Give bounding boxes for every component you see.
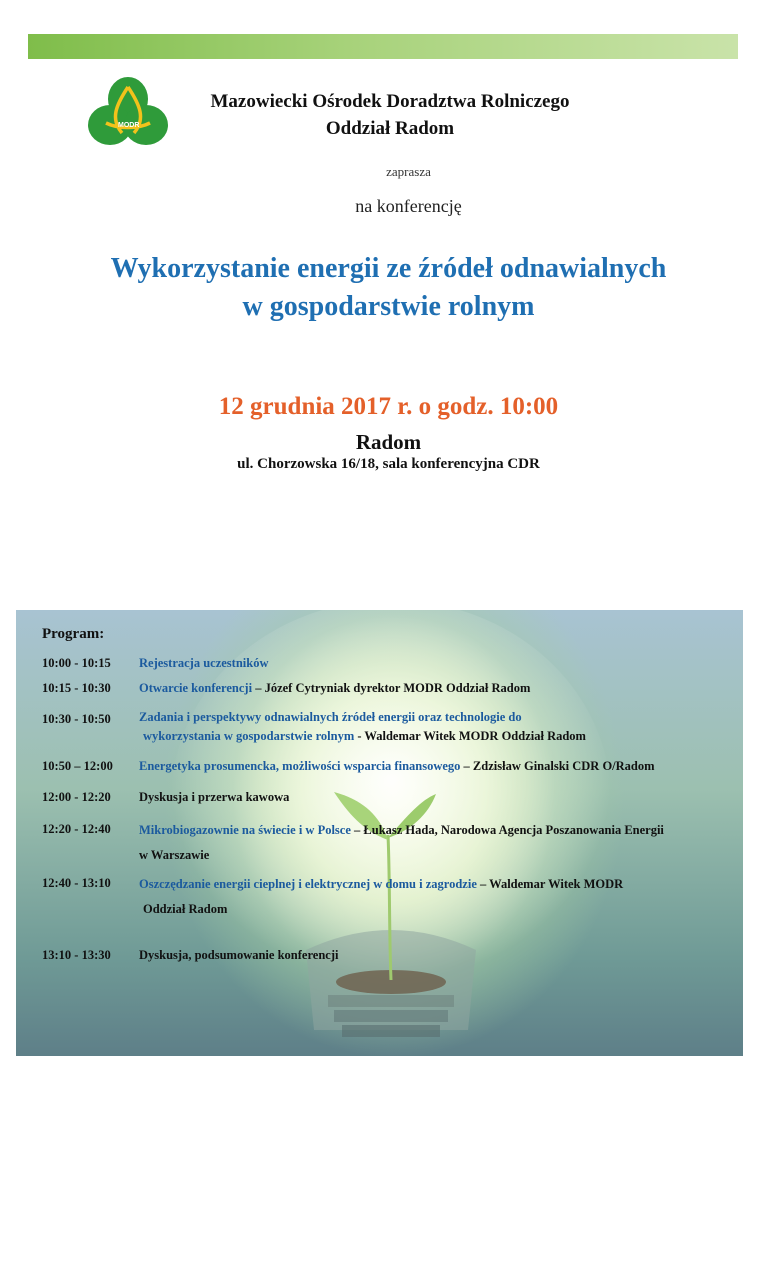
program-speaker: - Waldemar Witek MODR Oddział Radom <box>354 729 586 743</box>
program-speaker-continued: Oddział Radom <box>143 902 228 916</box>
event-address: ul. Chorzowska 16/18, sala konferencyjna CDR <box>237 456 540 472</box>
program-time: 10:50 – 12:00 <box>42 759 113 773</box>
program-speaker: Dyskusja, podsumowanie konferencji <box>139 948 339 962</box>
title-line2: w gospodarstwie rolnym <box>242 291 535 322</box>
program-time: 10:00 - 10:15 <box>42 656 111 670</box>
program-topic: Mikrobiogazownie na świecie i w Polsce <box>139 823 351 837</box>
program-topic: Energetyka prosumencka, możliwości wsparcia finansowego <box>139 759 461 773</box>
program-topic: Otwarcie konferencji <box>139 681 253 695</box>
program-time: 12:00 - 12:20 <box>42 790 111 804</box>
conference-intro: na konferencję <box>355 196 462 216</box>
program-topic: Oszczędzanie energii cieplnej i elektrycznej w domu i zagrodzie <box>139 877 477 891</box>
program-panel <box>16 610 743 1056</box>
top-decorative-bar <box>28 34 738 59</box>
program-speaker-continued: w Warszawie <box>139 848 210 862</box>
program-speaker: – Łukasz Hada, Narodowa Agencja Poszanowania Energii <box>350 823 664 837</box>
program-time: 10:15 - 10:30 <box>42 681 111 695</box>
program-time: 13:10 - 13:30 <box>42 948 111 962</box>
event-city: Radom <box>355 430 422 454</box>
invite-text: zaprasza <box>386 164 431 179</box>
program-time: 12:20 - 12:40 <box>42 822 111 836</box>
organization-name <box>160 88 620 142</box>
program-speaker: Dyskusja i przerwa kawowa <box>139 790 290 804</box>
logo-text: MODR <box>118 122 140 129</box>
program-time: 12:40 - 13:10 <box>42 876 111 890</box>
org-name-line1: Mazowiecki Ośrodek Doradztwa Rolniczego <box>210 91 570 112</box>
org-name-line2: Oddział Radom <box>325 118 455 139</box>
program-topic: Zadania i perspektywy odnawialnych źródeł energii oraz technologie do <box>139 710 522 724</box>
program-topic-continued: wykorzystania w gospodarstwie rolnym <box>143 729 355 743</box>
program-speaker: – Waldemar Witek MODR <box>476 877 624 891</box>
program-speaker: – Józef Cytryniak dyrektor MODR Oddział Radom <box>252 681 531 695</box>
program-speaker: – Zdzisław Ginalski CDR O/Radom <box>460 759 655 773</box>
event-date: 12 grudnia 2017 r. o godz. 10:00 <box>218 393 559 420</box>
title-line1: Wykorzystanie energii ze źródeł odnawialnych <box>110 253 667 284</box>
conference-title <box>0 250 777 326</box>
modr-logo <box>88 75 168 151</box>
program-topic: Rejestracja uczestników <box>139 656 269 670</box>
program-time: 10:30 - 10:50 <box>42 712 111 726</box>
program-heading: Program: <box>42 626 105 642</box>
